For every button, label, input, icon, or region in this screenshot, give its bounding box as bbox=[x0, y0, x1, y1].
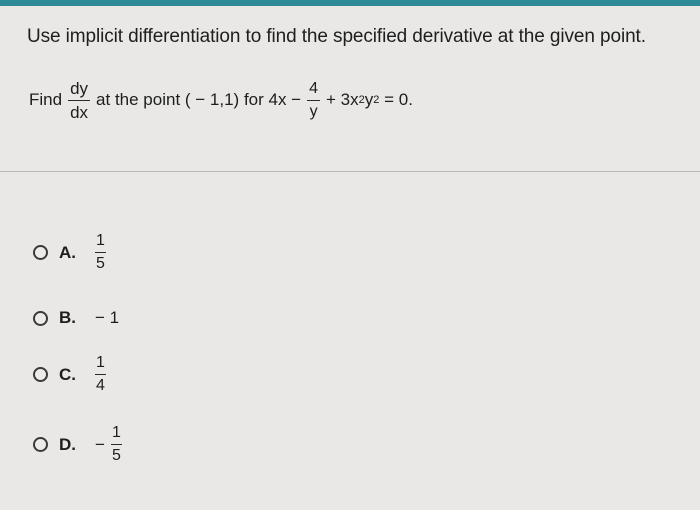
term-numerator: 4 bbox=[307, 81, 320, 101]
term-fraction bbox=[307, 81, 320, 120]
point-text: at the point ( − 1,1) for 4x − bbox=[96, 90, 302, 109]
answer-numerator: 1 bbox=[95, 233, 106, 253]
answer-numerator: 1 bbox=[95, 355, 106, 375]
answer-denominator: 4 bbox=[96, 377, 105, 394]
after-fraction-text: + 3x bbox=[326, 90, 359, 109]
y-variable: y bbox=[364, 90, 374, 109]
find-label: Find bbox=[29, 90, 63, 109]
answer-denominator: 5 bbox=[96, 255, 105, 272]
derivative-numerator: dy bbox=[68, 80, 90, 101]
term-denominator: y bbox=[309, 102, 318, 120]
option-letter: D. bbox=[59, 434, 76, 454]
option-b[interactable] bbox=[33, 308, 119, 328]
answer-value: − 1 bbox=[95, 308, 120, 327]
answer-fraction bbox=[95, 233, 106, 272]
option-a[interactable] bbox=[33, 233, 106, 272]
answer-fraction bbox=[111, 425, 122, 464]
radio-button-a[interactable] bbox=[33, 245, 48, 260]
option-letter: A. bbox=[59, 242, 76, 262]
answer-fraction bbox=[95, 355, 106, 394]
answer-denominator: 5 bbox=[111, 447, 121, 464]
equals-zero: = 0. bbox=[379, 90, 413, 109]
option-d[interactable] bbox=[33, 425, 122, 464]
radio-button-b[interactable] bbox=[33, 311, 48, 326]
option-letter: C. bbox=[59, 364, 76, 384]
option-letter: B. bbox=[59, 308, 76, 327]
radio-button-d[interactable] bbox=[33, 437, 48, 452]
option-c[interactable] bbox=[33, 355, 106, 394]
question-prompt: Find $\frac{dy}{dx}$ at the point ( − 1,1) for 4x − $\frac{4}{y}$ + 3x 2 y 2 = 0. bbox=[29, 78, 413, 122]
top-accent-bar bbox=[0, 0, 700, 6]
derivative-denominator: dx bbox=[70, 102, 89, 122]
radio-button-c[interactable] bbox=[33, 367, 48, 382]
answer-sign: − bbox=[95, 434, 105, 454]
derivative-fraction bbox=[68, 80, 90, 121]
section-divider bbox=[0, 171, 700, 172]
answer-numerator: 1 bbox=[111, 425, 122, 445]
question-instruction: Use implicit differentiation to find the specified derivative at the given point. bbox=[27, 26, 646, 47]
